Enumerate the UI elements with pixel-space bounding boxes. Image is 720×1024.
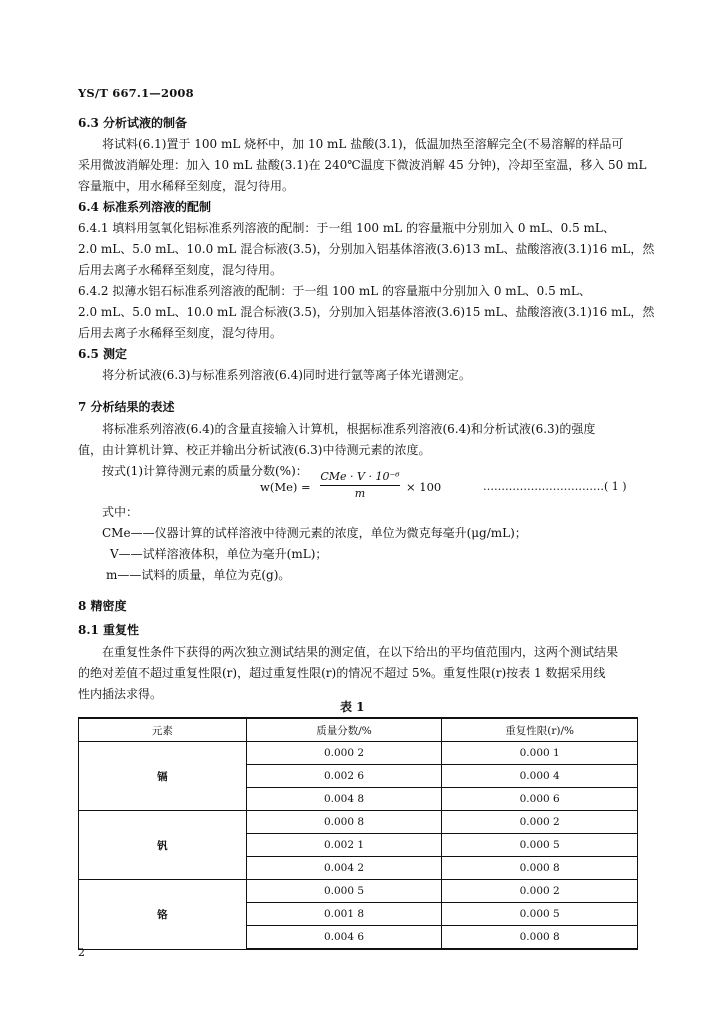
repeatability-limit-cell: 0.000 8 [442, 857, 638, 880]
section-8-1-line-1: 在重复性条件下获得的两次独立测试结果的测定值，在以下给出的平均值范围内，这两个测试结果 [102, 645, 619, 659]
column-header-element: 元素 [79, 718, 247, 742]
variable-m-definition: m——试料的质量，单位为克(g)。 [106, 568, 291, 582]
mass-fraction-cell: 0.004 6 [246, 926, 442, 950]
section-7-heading: 7 分析结果的表述 [78, 400, 175, 414]
section-7-line-2: 值，由计算机计算、校正并输出分析试液(6.3)中待测元素的浓度。 [78, 443, 431, 457]
repeatability-limit-cell: 0.000 2 [442, 880, 638, 903]
formula-fraction [320, 470, 400, 500]
variable-cme-definition: CMe——仪器计算的试样溶液中待测元素的浓度，单位为微克每毫升(μg/mL)； [102, 526, 527, 540]
section-6-5-line-1: 将分析试液(6.3)与标准系列溶液(6.4)同时进行氩等离子体光谱测定。 [102, 368, 471, 382]
section-6-4-heading: 6.4 标准系列溶液的配制 [78, 200, 212, 214]
mass-fraction-cell: 0.004 8 [246, 788, 442, 811]
repeatability-limit-cell: 0.000 8 [442, 926, 638, 950]
page-number: 2 [78, 946, 85, 959]
mass-fraction-cell: 0.002 6 [246, 765, 442, 788]
mass-fraction-cell: 0.002 1 [246, 834, 442, 857]
section-8-heading: 8 精密度 [78, 599, 127, 613]
formula-numerator: CMe · V · 10⁻⁶ [320, 470, 400, 486]
section-7-line-1: 将标准系列溶液(6.4)的含量直接输入计算机，根据标准系列溶液(6.4)和分析试液(6.3)的强度 [102, 422, 596, 436]
table-row [79, 880, 638, 903]
section-6-5-heading: 6.5 测定 [78, 347, 128, 361]
section-8-1-line-3: 性内插法求得。 [78, 687, 163, 701]
where-label: 式中： [102, 505, 139, 519]
mass-fraction-cell: 0.000 8 [246, 811, 442, 834]
formula-lhs: w(Me) = [260, 480, 311, 494]
section-6-4-1-line-1: 6.4.1 填料用氢氧化铝标准系列溶液的配制：于一组 100 mL 的容量瓶中分别加入 0 mL、0.5 mL、 [78, 221, 615, 235]
mass-fraction-cell: 0.001 8 [246, 903, 442, 926]
formula-denominator: m [354, 487, 366, 500]
mass-fraction-cell: 0.000 2 [246, 742, 442, 765]
equation-1 [260, 470, 640, 510]
section-6-4-2-line-3: 后用去离子水稀释至刻度，混匀待用。 [78, 326, 283, 340]
repeatability-limit-cell: 0.000 1 [442, 742, 638, 765]
section-7-line-3: 按式(1)计算待测元素的质量分数(%)： [102, 464, 308, 478]
section-6-4-1-line-2: 2.0 mL、5.0 mL、10.0 mL 混合标液(3.5)，分别加入铝基体溶液(3.6)13 mL、盐酸溶液(3.1)16 mL，然 [78, 242, 655, 256]
section-6-3-line-3: 容量瓶中，用水稀释至刻度，混匀待用。 [78, 179, 295, 193]
repeatability-limit-cell: 0.000 2 [442, 811, 638, 834]
table-row [79, 742, 638, 765]
element-cell: 铬 [79, 880, 247, 950]
table-1-caption: 表 1 [340, 700, 365, 714]
repeatability-table [78, 717, 638, 950]
repeatability-limit-cell: 0.000 5 [442, 903, 638, 926]
document-code-header: YS/T 667.1—2008 [78, 86, 194, 100]
variable-v-definition: V——试样溶液体积，单位为毫升(mL)； [110, 547, 328, 561]
repeatability-limit-cell: 0.000 4 [442, 765, 638, 788]
section-6-3-line-2: 采用微波消解处理：加入 10 mL 盐酸(3.1)在 240℃温度下微波消解 45 分钟)，冷却至室温，移入 50 mL [78, 158, 647, 172]
section-6-4-2-line-2: 2.0 mL、5.0 mL、10.0 mL 混合标液(3.5)，分别加入铝基体溶液(3.6)15 mL、盐酸溶液(3.1)16 mL，然 [78, 305, 655, 319]
section-8-1-heading: 8.1 重复性 [78, 623, 140, 637]
section-6-3-heading: 6.3 分析试液的制备 [78, 116, 188, 130]
column-header-mass-fraction: 质量分数/% [246, 718, 442, 742]
equation-number: ……………………………( 1 ) [483, 480, 627, 493]
mass-fraction-cell: 0.000 5 [246, 880, 442, 903]
section-6-4-1-line-3: 后用去离子水稀释至刻度，混匀待用。 [78, 263, 283, 277]
column-header-repeatability-limit: 重复性限(r)/% [442, 718, 638, 742]
repeatability-limit-cell: 0.000 5 [442, 834, 638, 857]
mass-fraction-cell: 0.004 2 [246, 857, 442, 880]
element-cell: 钒 [79, 811, 247, 880]
section-6-4-2-line-1: 6.4.2 拟薄水铝石标准系列溶液的配制：于一组 100 mL 的容量瓶中分别加入 0 mL、0.5 mL、 [78, 284, 591, 298]
element-cell: 镉 [79, 742, 247, 811]
formula-rhs: × 100 [406, 480, 442, 494]
table-row [79, 811, 638, 834]
section-6-3-line-1: 将试料(6.1)置于 100 mL 烧杯中，加 10 mL 盐酸(3.1)，低温加热至溶解完全(不易溶解的样品可 [102, 137, 624, 151]
repeatability-limit-cell: 0.000 6 [442, 788, 638, 811]
section-8-1-line-2: 的绝对差值不超过重复性限(r)，超过重复性限(r)的情况不超过 5%。重复性限(r)按表 1 数据采用线 [78, 666, 606, 680]
